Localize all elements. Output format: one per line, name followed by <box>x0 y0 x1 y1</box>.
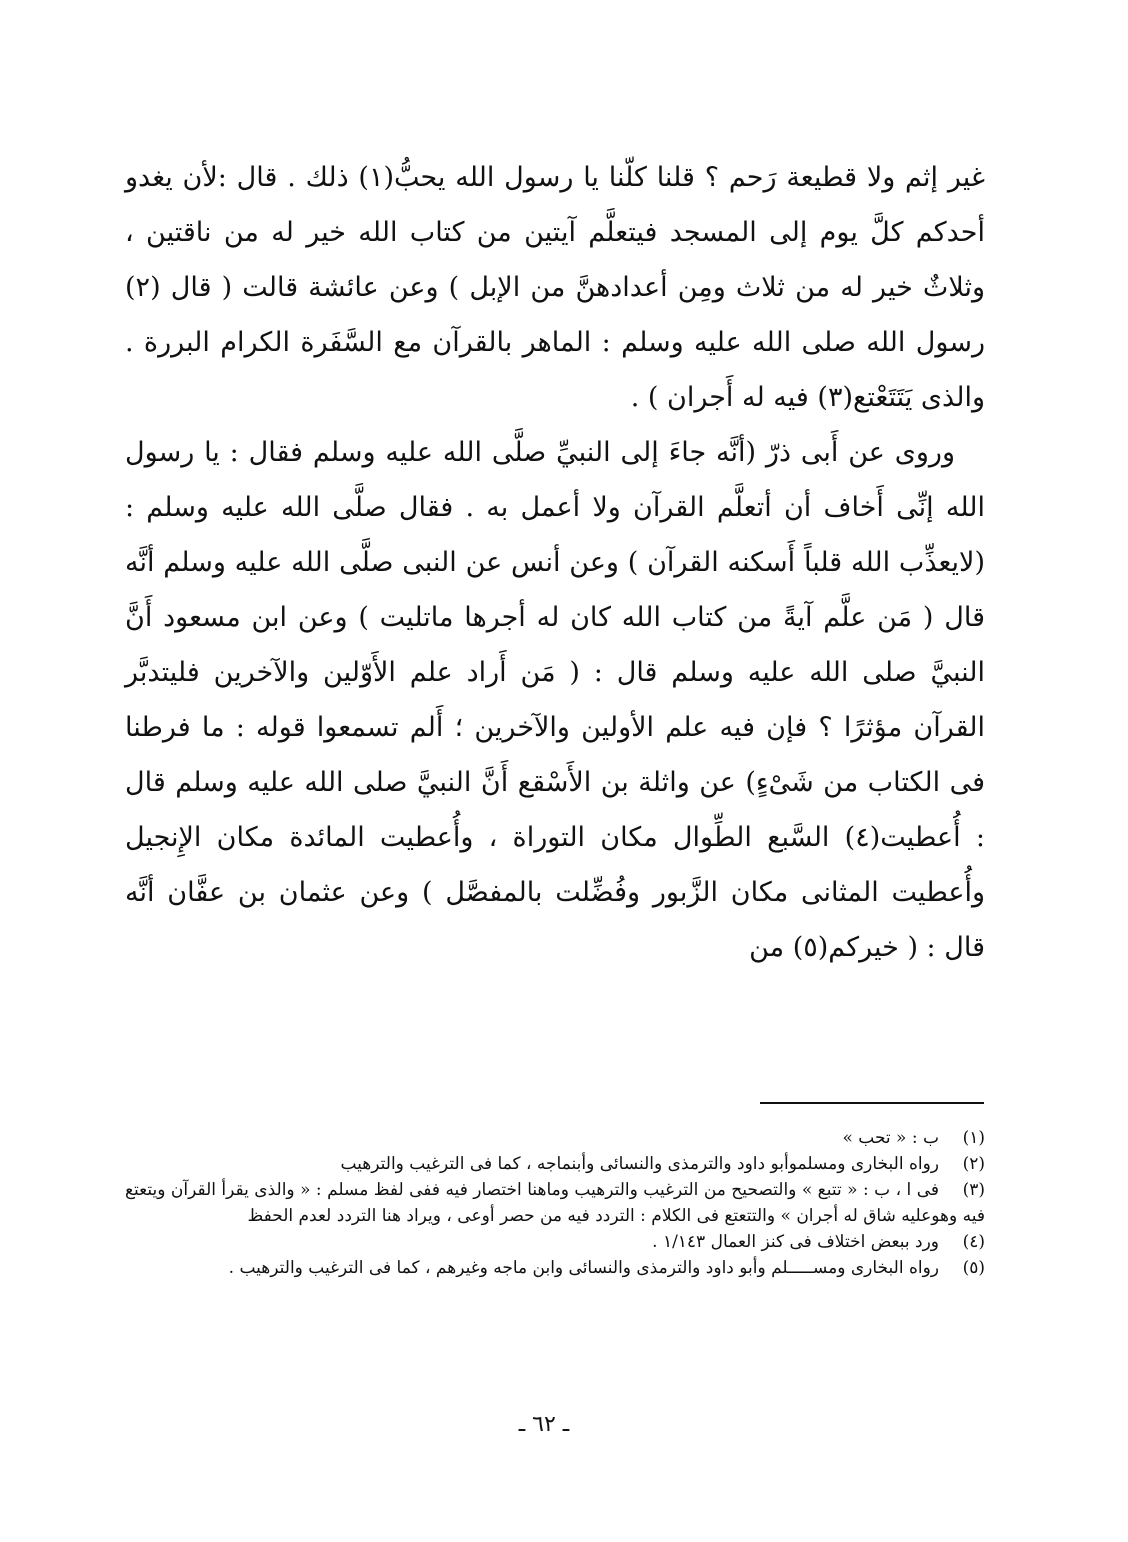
main-text <box>125 150 985 975</box>
footnote-text: ب : « تحب » <box>842 1128 939 1148</box>
footnote-number: (٥) <box>962 1258 985 1278</box>
footnote-number: (٣) <box>962 1180 985 1200</box>
footnote <box>125 1255 985 1281</box>
paragraph: وروى عن أَبى ذرّ (أنَّه جاءَ إلى النبيِّ صلَّى الله عليه وسلم فقال : يا رسول الله إنِّى أَخاف أن أتعلَّم القرآن ولا أعمل به . فقال صلَّى الله عليه وسلم : (لايعذِّب الله قلباً أَسكنه القرآن ) وعن أنس عن النبى صلَّى الله عليه وسلم أنَّه قال ( مَن علَّم آيةً من كتاب الله كان له أجرها ماتليت ) وعن ابن مسعود أَنَّ النبيَّ صلى الله عليه وسلم قال : ( مَن أَراد علم الأَوّلين والآخرين فليتدبَّر القرآن مؤثرًا ؟ فإن فيه علم الأولين والآخرين ؛ أَلم تسمعوا قوله : ما فرطنا فى الكتاب من شَىْءٍ) عن واثلة بن الأَسْقع أَنَّ النبيَّ صلى الله عليه وسلم قال : أُعطيت(٤) السَّبع الطِّوال مكان التوراة ، وأُعطيت المائدة مكان الإِنجيل وأُعطيت المثانى مكان الزَّبور وفُضِّلت بالمفصَّل ) وعن عثمان بن عفَّان أنَّه قال : ( خيركم(٥) من <box>125 437 985 963</box>
footnote <box>125 1125 985 1151</box>
footnote-number: (١) <box>962 1128 985 1148</box>
footnote-text: رواه البخارى ومســـــلم وأبو داود والترمذى والنسائى وابن ماجه وغيرهم ، كما فى الترغيب والترهيب . <box>228 1258 939 1278</box>
paragraph: غير إثم ولا قطيعة رَحم ؟ قلنا كلّنا يا رسول الله يحبُّ(١) ذلك . قال :لأن يغدو أحدكم كلَّ يوم إلى المسجد فيتعلَّم آيتين من كتاب الله خير له من ناقتين ، وثلاثٌ خير له من ثلاث ومِن أعدادهنَّ من الإبل ) وعن عائشة قالت ( قال (٢) رسول الله صلى الله عليه وسلم : الماهر بالقرآن مع السَّفَرة الكرام البررة . والذى يَتَتَعْتع(٣) فيه له أَجران ) . <box>125 162 986 413</box>
footnote-number: (٢) <box>962 1154 985 1174</box>
footnotes <box>125 1125 985 1281</box>
footnote-text: ورد ببعض اختلاف فى كنز العمال ١/١٤٣ . <box>652 1232 939 1252</box>
footnote <box>125 1151 985 1177</box>
footnote-text: رواه البخارى ومسلموأبو داود والترمذى والنسائى وأبنماجه ، كما فى الترغيب والترهيب <box>340 1154 939 1174</box>
footnote-number: (٤) <box>962 1232 985 1252</box>
footnote-separator <box>760 1102 984 1104</box>
footnote-text: فى ا ، ب : « تتبع » والتصحيح من الترغيب والترهيب وماهنا اختصار فيه ففى لفظ مسلم : « والذى يقرأ القرآن ويتعتع فيه وهوعليه شاق له أجران » والتتعتع فى الكلام : التردد فيه من حصر أوعى ، ويراد هنا التردد لعدم الحفظ <box>125 1180 985 1226</box>
footnote <box>125 1229 985 1255</box>
page-number: ـ ٦٢ ـ <box>518 1412 570 1437</box>
footnote <box>125 1177 985 1229</box>
